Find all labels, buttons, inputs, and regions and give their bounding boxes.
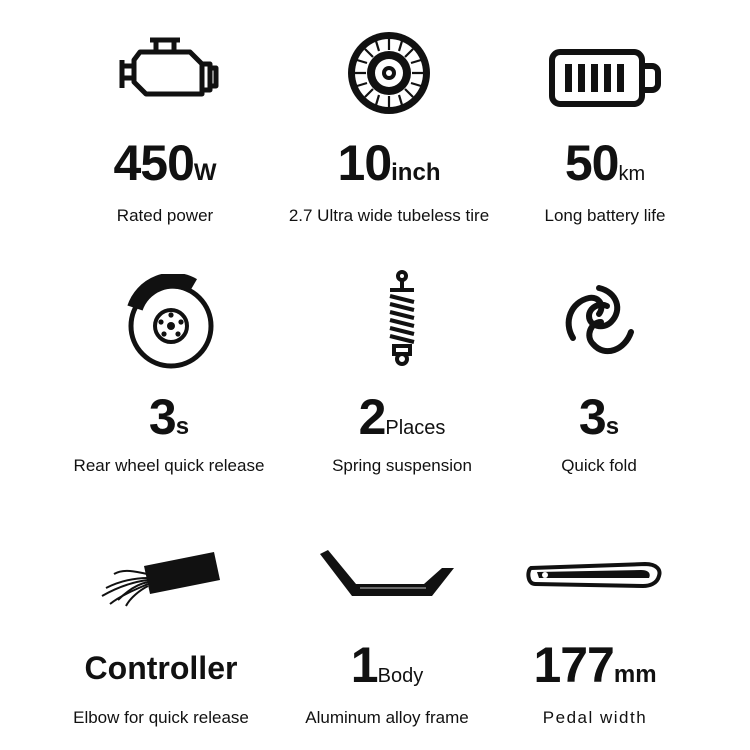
feature-rated-power: [40, 0, 290, 250]
battery-icon: [549, 48, 661, 108]
feature-quick-release: [44, 250, 294, 500]
value-number: 50: [564, 135, 619, 191]
feature-controller: [36, 500, 286, 750]
value-number: 2: [358, 389, 386, 445]
tire-icon: [344, 28, 434, 118]
value-unit: s: [175, 413, 190, 440]
quick-release-time: [44, 389, 294, 445]
feature-caption: Rated power: [116, 206, 214, 225]
value-unit: mm: [613, 661, 657, 688]
value-unit: inch: [391, 159, 441, 186]
value-number: 10: [337, 135, 392, 191]
feature-tire: [264, 0, 514, 250]
controller-icon: [96, 544, 226, 614]
feature-caption: Long battery life: [544, 206, 666, 225]
controller-label: Controller: [84, 650, 238, 686]
rated-power-value: [40, 135, 290, 191]
feature-pedal: [470, 500, 720, 750]
value-unit: Body: [377, 665, 424, 687]
fold-time-value: [474, 389, 724, 445]
value-number: 3: [578, 389, 606, 445]
value-unit: Places: [385, 417, 446, 439]
feature-quick-fold: [474, 250, 724, 500]
feature-caption: Elbow for quick release: [73, 708, 249, 727]
value-number: 177: [533, 637, 614, 693]
battery-range-value: [480, 135, 730, 191]
feature-caption: Pedal width: [542, 708, 648, 727]
engine-icon: [110, 30, 220, 108]
feature-caption: Rear wheel quick release: [73, 456, 265, 475]
feature-caption: Quick fold: [561, 456, 637, 475]
disc-brake-icon: [121, 274, 217, 370]
controller-title: [36, 652, 286, 684]
spring-shock-icon: [382, 270, 422, 366]
value-unit: s: [605, 413, 620, 440]
pedal-icon: [525, 560, 665, 592]
pedal-width-value: [470, 637, 720, 693]
feature-caption: Spring suspension: [332, 456, 472, 475]
value-number: 1: [350, 637, 378, 693]
feature-caption: 2.7 Ultra wide tubeless tire: [288, 206, 490, 225]
value-unit: W: [193, 159, 217, 186]
feature-battery: [480, 0, 730, 250]
value-number: 3: [148, 389, 176, 445]
tire-size-value: [264, 135, 514, 191]
frame-arm-icon: [312, 546, 462, 606]
value-number: 450: [113, 135, 194, 191]
fold-swirl-icon: [559, 282, 639, 362]
value-unit: km: [618, 163, 646, 185]
feature-caption: Aluminum alloy frame: [305, 708, 469, 727]
